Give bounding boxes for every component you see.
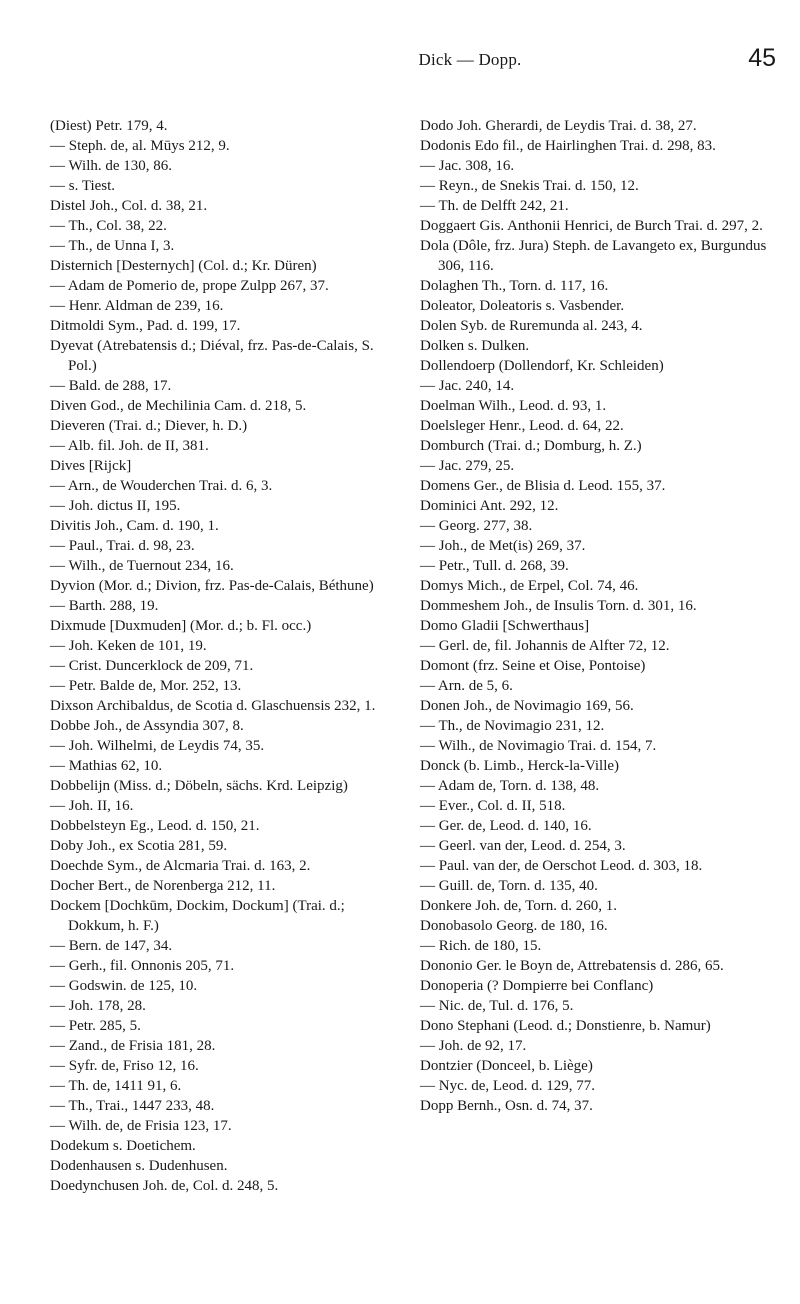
index-entry: — Mathias 62, 10. bbox=[50, 758, 163, 774]
index-entry: Dobbelsteyn Eg., Leod. d. 150, 21. bbox=[50, 818, 260, 834]
index-entry: — Henr. Aldman de 239, 16. bbox=[50, 298, 224, 314]
left-column bbox=[50, 116, 400, 1196]
index-entry: Doedynchusen Joh. de, Col. d. 248, 5. bbox=[50, 1178, 279, 1194]
index-entry: — Paul., Trai. d. 98, 23. bbox=[50, 538, 195, 554]
index-entry: — Geerl. van der, Leod. d. 254, 3. bbox=[420, 838, 626, 854]
index-entry: (Diest) Petr. 179, 4. bbox=[50, 118, 168, 134]
index-entry: — Reyn., de Snekis Trai. d. 150, 12. bbox=[420, 178, 639, 194]
index-entry: Dodonis Edo fil., de Hairlinghen Trai. d. 298, 83. bbox=[420, 138, 716, 154]
index-entry: Dominici Ant. 292, 12. bbox=[420, 498, 559, 514]
index-entry: Dopp Bernh., Osn. d. 74, 37. bbox=[420, 1098, 593, 1114]
index-entry: — Paul. van der, de Oerschot Leod. d. 303, 18. bbox=[420, 858, 703, 874]
index-entry: — Wilh., de Novimagio Trai. d. 154, 7. bbox=[420, 738, 657, 754]
index-entry: — Ever., Col. d. II, 518. bbox=[420, 798, 566, 814]
index-entry: Dononio Ger. le Boyn de, Attrebatensis d. 286, 65. bbox=[420, 958, 724, 974]
index-entry: Dodekum s. Doetichem. bbox=[50, 1138, 196, 1154]
index-entry: — Nyc. de, Leod. d. 129, 77. bbox=[420, 1078, 595, 1094]
index-entry: Dolen Syb. de Ruremunda al. 243, 4. bbox=[420, 318, 643, 334]
index-entry: Donck (b. Limb., Herck-la-Ville) bbox=[420, 758, 620, 774]
index-entry: — Adam de Pomerio de, prope Zulpp 267, 37. bbox=[50, 278, 329, 294]
index-entry: — Nic. de, Tul. d. 176, 5. bbox=[420, 998, 574, 1014]
index-entry: — Th., Trai., 1447 233, 48. bbox=[50, 1098, 215, 1114]
index-entry: Donoperia (? Dompierre bei Conflanc) bbox=[420, 978, 654, 994]
index-entry: Domys Mich., de Erpel, Col. 74, 46. bbox=[420, 578, 639, 594]
index-entry: Ditmoldi Sym., Pad. d. 199, 17. bbox=[50, 318, 241, 334]
index-entry: Domo Gladii [Schwerthaus] bbox=[420, 618, 590, 634]
index-entry: — Petr., Tull. d. 268, 39. bbox=[420, 558, 569, 574]
index-entry: — Godswin. de 125, 10. bbox=[50, 978, 198, 994]
index-entry: — Th., de Novimagio 231, 12. bbox=[420, 718, 605, 734]
index-entry: Doelsleger Henr., Leod. d. 64, 22. bbox=[420, 418, 624, 434]
index-entry: Doelman Wilh., Leod. d. 93, 1. bbox=[420, 398, 607, 414]
index-entry: Distel Joh., Col. d. 38, 21. bbox=[50, 198, 208, 214]
index-entry: — Wilh., de Tuernout 234, 16. bbox=[50, 558, 234, 574]
index-entry: — Th., de Unna I, 3. bbox=[50, 238, 175, 254]
index-entry: — Wilh. de 130, 86. bbox=[50, 158, 173, 174]
index-entry: Dobbelijn (Miss. d.; Döbeln, sächs. Krd. Leipzig) bbox=[50, 778, 348, 794]
index-entry: — Petr. Balde de, Mor. 252, 13. bbox=[50, 678, 242, 694]
index-entry: — Joh. II, 16. bbox=[50, 798, 134, 814]
index-entry: Docher Bert., de Norenberga 212, 11. bbox=[50, 878, 276, 894]
index-entry: Doleator, Doleatoris s. Vasbender. bbox=[420, 298, 625, 314]
index-entry: Divitis Joh., Cam. d. 190, 1. bbox=[50, 518, 219, 534]
index-entry: — Barth. 288, 19. bbox=[50, 598, 159, 614]
index-entry: — Wilh. de, de Frisia 123, 17. bbox=[50, 1118, 232, 1134]
index-entry: — Zand., de Frisia 181, 28. bbox=[50, 1038, 216, 1054]
index-entry: Doby Joh., ex Scotia 281, 59. bbox=[50, 838, 228, 854]
index-entry: Dockem [Dochkūm, Dockim, Dockum] (Trai. d.; Dokkum, h. F.) bbox=[50, 898, 345, 934]
index-entry: Donen Joh., de Novimagio 169, 56. bbox=[420, 698, 634, 714]
index-entry: Dieveren (Trai. d.; Diever, h. D.) bbox=[50, 418, 248, 434]
page-header bbox=[0, 44, 800, 80]
index-entry: — Joh. Keken de 101, 19. bbox=[50, 638, 207, 654]
index-entry: Dontzier (Donceel, b. Liège) bbox=[420, 1058, 593, 1074]
index-entry: Dolaghen Th., Torn. d. 117, 16. bbox=[420, 278, 609, 294]
index-entry: — Th. de, 1411 91, 6. bbox=[50, 1078, 182, 1094]
index-entry: — Arn., de Wouderchen Trai. d. 6, 3. bbox=[50, 478, 273, 494]
page-number: 45 bbox=[748, 44, 776, 72]
index-entry: Domont (frz. Seine et Oise, Pontoise) bbox=[420, 658, 646, 674]
index-entry: Dola (Dôle, frz. Jura) Steph. de Lavangeto ex, Burgundus 306, 116. bbox=[420, 238, 767, 274]
index-entry: Donobasolo Georg. de 180, 16. bbox=[420, 918, 608, 934]
index-entry: Dodo Joh. Gherardi, de Leydis Trai. d. 38, 27. bbox=[420, 118, 697, 134]
index-entry: — Syfr. de, Friso 12, 16. bbox=[50, 1058, 199, 1074]
index-entry: Doechde Sym., de Alcmaria Trai. d. 163, 2. bbox=[50, 858, 311, 874]
index-entry: — Rich. de 180, 15. bbox=[420, 938, 542, 954]
index-entry: — Gerh., fil. Onnonis 205, 71. bbox=[50, 958, 235, 974]
index-entry: — Petr. 285, 5. bbox=[50, 1018, 141, 1034]
index-entry: — Jac. 240, 14. bbox=[420, 378, 515, 394]
index-entry: — Ger. de, Leod. d. 140, 16. bbox=[420, 818, 592, 834]
index-entry: Dono Stephani (Leod. d.; Donstienre, b. Namur) bbox=[420, 1018, 711, 1034]
index-entry: Dodenhausen s. Dudenhusen. bbox=[50, 1158, 228, 1174]
index-entry: Dixmude [Duxmuden] (Mor. d.; b. Fl. occ.) bbox=[50, 618, 312, 634]
index-entry: Dolken s. Dulken. bbox=[420, 338, 530, 354]
index-entry: — Guill. de, Torn. d. 135, 40. bbox=[420, 878, 598, 894]
index-entry: Doggaert Gis. Anthonii Henrici, de Burch Trai. d. 297, 2. bbox=[420, 218, 763, 234]
index-entry: — Joh., de Met(is) 269, 37. bbox=[420, 538, 586, 554]
index-entry: Dommeshem Joh., de Insulis Torn. d. 301, 16. bbox=[420, 598, 697, 614]
index-entry: Donkere Joh. de, Torn. d. 260, 1. bbox=[420, 898, 617, 914]
index-entry: — Arn. de 5, 6. bbox=[420, 678, 513, 694]
index-entry: — Jac. 279, 25. bbox=[420, 458, 515, 474]
index-entry: Dixson Archibaldus, de Scotia d. Glaschuensis 232, 1. bbox=[50, 698, 376, 714]
index-entry: — Steph. de, al. Mūys 212, 9. bbox=[50, 138, 230, 154]
index-entry: — Crist. Duncerklock de 209, 71. bbox=[50, 658, 254, 674]
index-entry: — Th. de Delfft 242, 21. bbox=[420, 198, 569, 214]
right-column bbox=[420, 116, 775, 1116]
index-entry: — Th., Col. 38, 22. bbox=[50, 218, 167, 234]
index-entry: — Bald. de 288, 17. bbox=[50, 378, 172, 394]
index-entry: — Adam de, Torn. d. 138, 48. bbox=[420, 778, 600, 794]
index-entry: — Georg. 277, 38. bbox=[420, 518, 533, 534]
index-entry: Dollendoerp (Dollendorf, Kr. Schleiden) bbox=[420, 358, 664, 374]
index-entry: — Joh. dictus II, 195. bbox=[50, 498, 181, 514]
index-entry: — s. Tiest. bbox=[50, 178, 116, 194]
index-entry: — Joh. 178, 28. bbox=[50, 998, 146, 1014]
index-entry: — Joh. de 92, 17. bbox=[420, 1038, 527, 1054]
running-head: Dick — Dopp. bbox=[418, 50, 522, 69]
index-entry: — Joh. Wilhelmi, de Leydis 74, 35. bbox=[50, 738, 265, 754]
index-entry: Domens Ger., de Blisia d. Leod. 155, 37. bbox=[420, 478, 666, 494]
index-entry: Diven God., de Mechilinia Cam. d. 218, 5. bbox=[50, 398, 307, 414]
index-entry: Dobbe Joh., de Assyndia 307, 8. bbox=[50, 718, 244, 734]
index-entry: Disternich [Desternych] (Col. d.; Kr. Düren) bbox=[50, 258, 317, 274]
index-entry: — Alb. fil. Joh. de II, 381. bbox=[50, 438, 209, 454]
index-entry: — Gerl. de, fil. Johannis de Alfter 72, 12. bbox=[420, 638, 670, 654]
index-entry: — Bern. de 147, 34. bbox=[50, 938, 173, 954]
index-entry: Domburch (Trai. d.; Domburg, h. Z.) bbox=[420, 438, 642, 454]
index-entry: Dyevat (Atrebatensis d.; Diéval, frz. Pas-de-Calais, S. Pol.) bbox=[50, 338, 374, 374]
index-entry: Dives [Rijck] bbox=[50, 458, 132, 474]
index-entry: — Jac. 308, 16. bbox=[420, 158, 515, 174]
index-entry: Dyvion (Mor. d.; Divion, frz. Pas-de-Calais, Béthune) bbox=[50, 578, 374, 594]
